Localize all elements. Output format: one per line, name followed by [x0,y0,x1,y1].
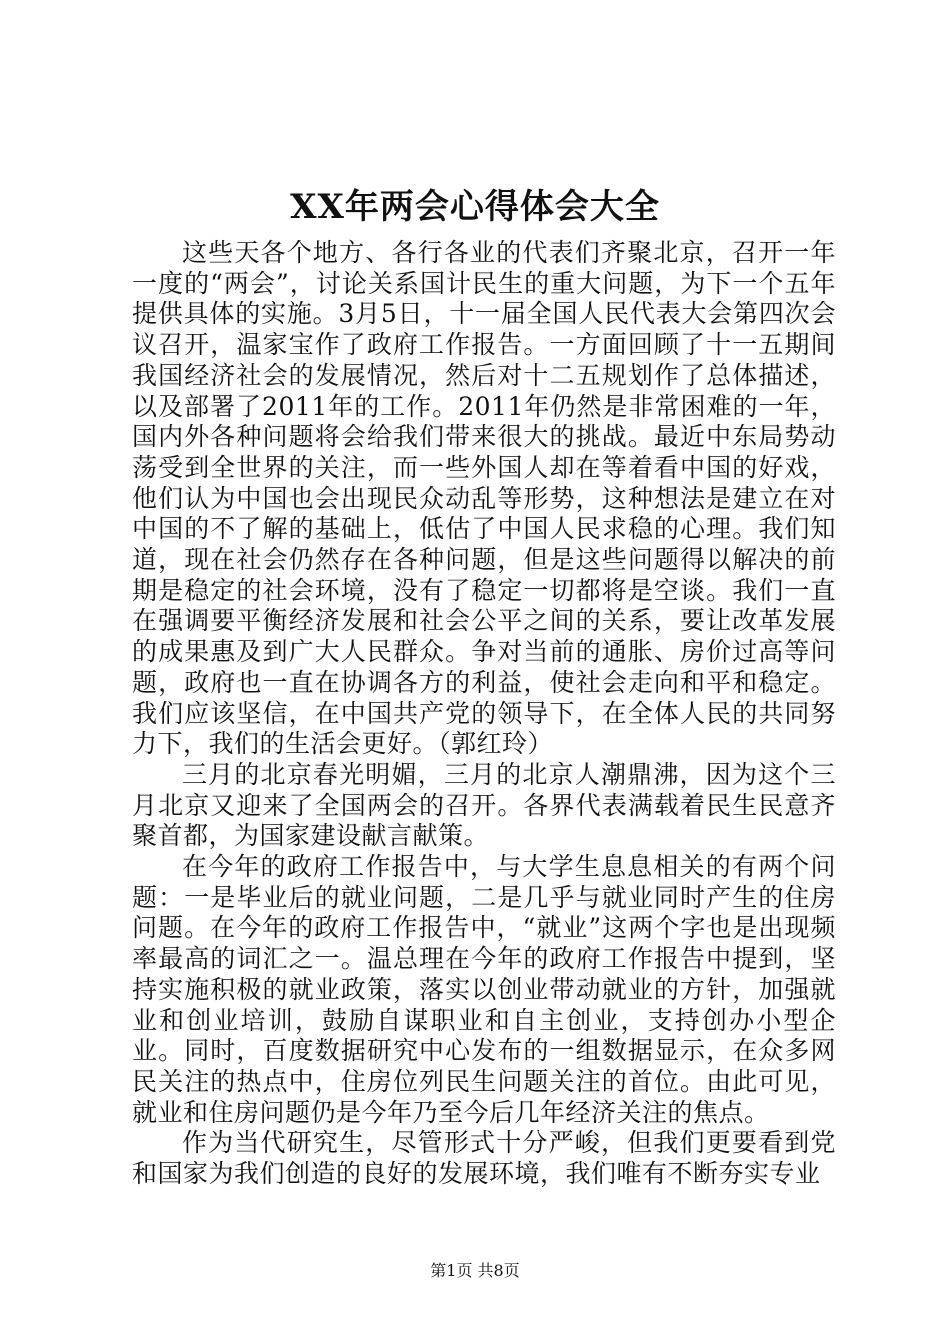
paragraph-4: 作为当代研究生，尽管形式十分严峻，但我们更要看到党和国家为我们创造的良好的发展环境，我们唯有不断夯实专业 [132,1128,836,1189]
paragraph-3: 在今年的政府工作报告中，与大学生息息相关的有两个问题：一是毕业后的就业问题，二是几乎与就业同时产生的住房问题。在今年的政府工作报告中，“就业”这两个字也是出现频率最高的词汇之一。温总理在今年的政府工作报告中提到，坚持实施积极的就业政策，落实以创业带动就业的方针，加强就业和创业培训，鼓励自谋职业和自主创业，支持创办小型企业。同时，百度数据研究中心发布的一组数据显示，在众多网民关注的热点中，住房位列民生问题关注的首位。由此可见，就业和住房问题仍是今年乃至今后几年经济关注的焦点。 [132,852,836,1127]
paragraph-1: 这些天各个地方、各行各业的代表们齐聚北京，召开一年一度的“两会”，讨论关系国计民生的重大问题，为下一个五年提供具体的实施。3月5日，十一届全国人民代表大会第四次会议召开，温家宝作了政府工作报告。一方面回顾了十一五期间我国经济社会的发展情况，然后对十二五规划作了总体描述，以及部署了2011年的工作。2011年仍然是非常困难的一年，国内外各种问题将会给我们带来很大的挑战。最近中东局势动荡受到全世界的关注，而一些外国人却在等着看中国的好戏，他们认为中国也会出现民众动乱等形势，这种想法是建立在对中国的不了解的基础上，低估了中国人民求稳的心理。我们知道，现在社会仍然存在各种问题，但是这些问题得以解决的前期是稳定的社会环境，没有了稳定一切都将是空谈。我们一直在强调要平衡经济发展和社会公平之间的关系，要让改革发展的成果惠及到广大人民群众。争对当前的通胀、房价过高等问题，政府也一直在协调各方的利益，使社会走向和平和稳定。我们应该坚信，在中国共产党的领导下，在全体人民的共同努力下，我们的生活会更好。（郭红玲） [132,238,836,759]
document-title: XX年两会心得体会大全 [290,187,660,227]
document-body [132,238,836,1190]
page-footer: 第1页 共8页 [430,1261,520,1280]
paragraph-2: 三月的北京春光明媚，三月的北京人潮鼎沸，因为这个三月北京又迎来了全国两会的召开。各界代表满载着民生民意齐聚首都，为国家建设献言献策。 [132,759,836,851]
